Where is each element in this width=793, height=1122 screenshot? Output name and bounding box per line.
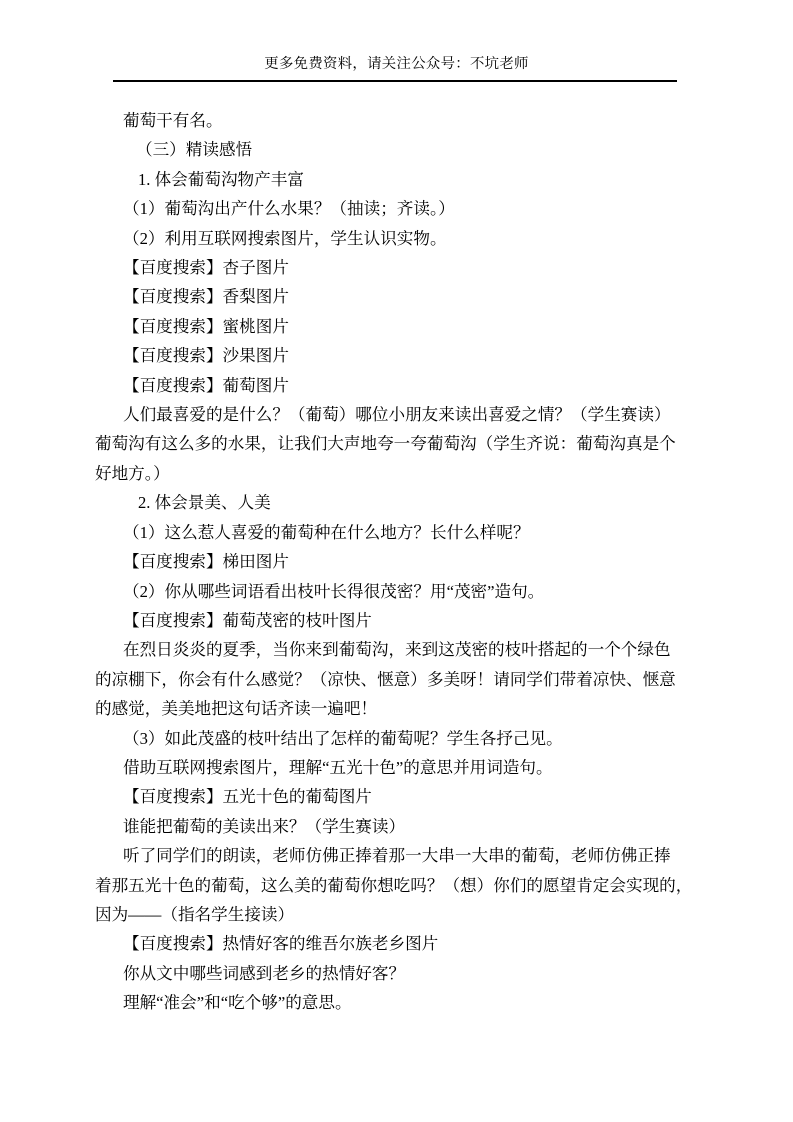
text-line-28: 因为——（指名学生接读） bbox=[95, 904, 295, 924]
text-line-3: 1. 体会葡萄沟物产丰富 bbox=[138, 169, 304, 189]
text-line-15: （1）这么惹人喜爱的葡萄种在什么地方？长什么样呢？ bbox=[123, 522, 530, 542]
text-line-24: 【百度搜索】五光十色的葡萄图片 bbox=[123, 787, 372, 807]
text-line-30: 你从文中哪些词感到老乡的热情好客？ bbox=[123, 963, 406, 983]
text-line-5: （2）利用互联网搜索图片，学生认识实物。 bbox=[123, 228, 447, 248]
text-line-6: 【百度搜索】杏子图片 bbox=[123, 258, 289, 278]
text-line-19: 在烈日炎炎的夏季，当你来到葡萄沟，来到这茂密的枝叶搭起的一个个绿色 bbox=[123, 640, 671, 660]
document-body bbox=[95, 106, 693, 1018]
text-line-12: 葡萄沟有这么多的水果，让我们大声地夸一夸葡萄沟（学生齐说：葡萄沟真是个 bbox=[95, 434, 676, 454]
text-line-14: 2. 体会景美、人美 bbox=[138, 493, 271, 513]
text-line-2: （三）精读感悟 bbox=[136, 140, 253, 160]
text-line-20: 的凉棚下，你会有什么感觉？（凉快、惬意）多美呀！请同学们带着凉快、惬意 bbox=[95, 669, 676, 689]
text-line-11: 人们最喜爱的是什么？（葡萄）哪位小朋友来读出喜爱之情？（学生赛读） bbox=[123, 405, 671, 425]
text-line-18: 【百度搜索】葡萄茂密的枝叶图片 bbox=[123, 610, 372, 630]
text-line-31: 理解“准会”和“吃个够”的意思。 bbox=[123, 993, 352, 1013]
text-line-4: （1）葡萄沟出产什么水果？（抽读；齐读。） bbox=[123, 199, 455, 219]
text-line-9: 【百度搜索】沙果图片 bbox=[123, 346, 289, 366]
header-notice: 更多免费资料，请关注公众号：不坑老师 bbox=[264, 56, 529, 72]
text-line-1: 葡萄干有名。 bbox=[123, 111, 223, 130]
text-line-25: 谁能把葡萄的美读出来？（学生赛读） bbox=[123, 816, 406, 836]
text-line-16: 【百度搜索】梯田图片 bbox=[123, 552, 289, 572]
text-line-17: （2）你从哪些词语看出枝叶长得很茂密？用“茂密”造句。 bbox=[123, 581, 545, 601]
text-line-27: 着那五光十色的葡萄，这么美的葡萄你想吃吗？（想）你们的愿望肯定会实现的， bbox=[95, 875, 693, 895]
text-line-13: 好地方。） bbox=[95, 463, 170, 483]
text-line-21: 的感觉，美美地把这句话齐读一遍吧！ bbox=[95, 699, 378, 719]
text-line-10: 【百度搜索】葡萄图片 bbox=[123, 375, 289, 395]
text-line-29: 【百度搜索】热情好客的维吾尔族老乡图片 bbox=[123, 934, 439, 954]
text-line-7: 【百度搜索】香梨图片 bbox=[123, 287, 289, 307]
header-rule bbox=[113, 80, 677, 82]
text-line-8: 【百度搜索】蜜桃图片 bbox=[123, 316, 289, 336]
text-line-26: 听了同学们的朗读，老师仿佛正捧着那一大串一大串的葡萄，老师仿佛正捧 bbox=[123, 846, 671, 866]
text-line-22: （3）如此茂盛的枝叶结出了怎样的葡萄呢？学生各抒己见。 bbox=[123, 728, 563, 748]
text-line-23: 借助互联网搜索图片，理解“五光十色”的意思并用词造句。 bbox=[123, 757, 553, 777]
